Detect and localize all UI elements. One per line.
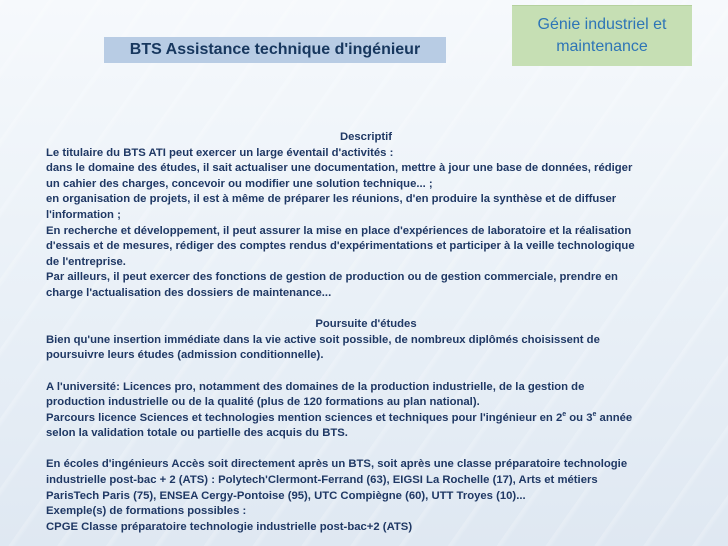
poursuite-line: industrielle post-bac + 2 (ATS) : Polytech'Clermont-Ferrand (63), EIGSI La Rochelle (17), Arts et métiers xyxy=(46,474,598,487)
category-line-1: Génie industriel et xyxy=(537,16,667,33)
page-title xyxy=(104,37,446,63)
descriptif-heading: Descriptif xyxy=(339,131,393,143)
licence-text-c: année xyxy=(596,411,633,424)
spacer xyxy=(46,442,686,458)
content-body xyxy=(46,130,686,535)
superscript-e: e xyxy=(592,410,597,418)
spacer xyxy=(46,302,686,318)
licence-text-a: Parcours licence Sciences et technologies mention sciences et techniques pour l'ingénieur en 2 xyxy=(46,411,563,424)
poursuite-line: production industrielle ou de la qualité (plus de 120 formations au plan national). xyxy=(46,396,480,409)
poursuite-line: ParisTech Paris (75), ENSEA Cergy-Pontoise (95), UTC Compiègne (60), UTT Troyes (10)... xyxy=(46,489,526,502)
poursuite-line: Exemple(s) de formations possibles : xyxy=(46,505,247,518)
poursuite-line: CPGE Classe préparatoire technologie industrielle post-bac+2 (ATS) xyxy=(46,520,413,533)
licence-text-b: ou 3 xyxy=(566,411,593,424)
category-box xyxy=(512,5,692,66)
poursuite-line: En écoles d'ingénieurs Accès soit directement après un BTS, soit après une classe préparatoire technologie xyxy=(46,458,628,471)
superscript-e: e xyxy=(562,410,567,418)
category-line-2: maintenance xyxy=(556,38,648,55)
descriptif-line: charge l'actualisation des dossiers de maintenance... xyxy=(46,286,332,299)
descriptif-line: En recherche et développement, il peut assurer la mise en place d'expériences de laboratoire et la réalisation xyxy=(46,224,632,237)
poursuite-line: Bien qu'une insertion immédiate dans la vie active soit possible, de nombreux diplômés choisissent de xyxy=(46,333,600,346)
descriptif-line: un cahier des charges, concevoir ou modifier une solution technique... ; xyxy=(46,177,433,190)
poursuite-line: selon la validation totale ou partielle des acquis du BTS. xyxy=(46,427,348,440)
descriptif-line: de l'entreprise. xyxy=(46,255,126,268)
descriptif-line: dans le domaine des études, il sait actualiser une documentation, mettre à jour une base de données, rédiger xyxy=(46,162,633,175)
descriptif-line: l'information ; xyxy=(46,208,121,221)
poursuite-heading: Poursuite d'études xyxy=(315,318,417,331)
descriptif-line: Le titulaire du BTS ATI peut exercer un large éventail d'activités : xyxy=(46,146,394,159)
descriptif-line: d'essais et de mesures, rédiger des comptes rendus d'expérimentations et participer à la veille technologique xyxy=(46,240,635,253)
spacer xyxy=(46,364,686,380)
descriptif-line: en organisation de projets, il est à même de préparer les réunions, d'en produire la synthèse et de diffuser xyxy=(46,193,617,206)
poursuite-line: poursuivre leurs études (admission conditionnelle). xyxy=(46,349,324,362)
descriptif-line: Par ailleurs, il peut exercer des fonctions de gestion de production ou de gestion commerciale, prendre en xyxy=(46,271,618,284)
page-title-text: BTS Assistance technique d'ingénieur xyxy=(129,41,421,58)
licence-line xyxy=(46,411,686,427)
poursuite-line: A l'université: Licences pro, notamment des domaines de la production industrielle, de la gestion de xyxy=(46,380,585,393)
